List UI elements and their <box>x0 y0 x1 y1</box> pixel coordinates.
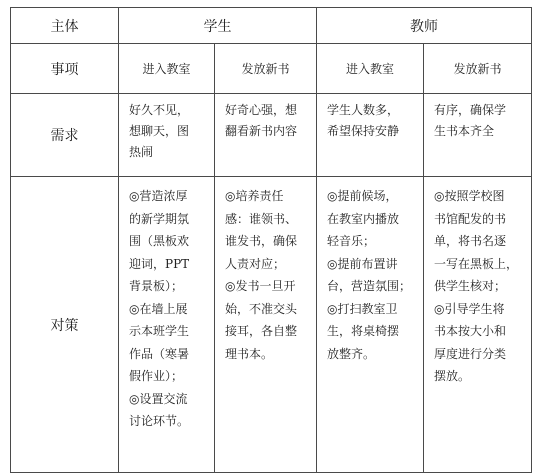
need-teacher-books <box>424 94 532 177</box>
needs-label: 需求 <box>11 94 119 177</box>
need-student-enter-text: 好久不见， 想聊天，图 热闹 <box>129 103 190 159</box>
header-subject: 主体 <box>11 8 119 44</box>
measure-student-books-text: ◎培养责任 感：谁领书、 谁发书，确保 人责对应； ◎发书一旦开 始，不准交头 接耳，各自整 理书本。 <box>225 189 298 361</box>
header-row <box>11 8 532 44</box>
need-student-enter <box>119 94 215 177</box>
needs-row <box>11 94 532 177</box>
item-teacher-books: 发放新书 <box>424 44 532 94</box>
measures-label: 对策 <box>11 177 119 473</box>
need-teacher-books-text: 有序，确保学 生书本齐全 <box>434 103 507 138</box>
need-teacher-enter-text: 学生人数多， 希望保持安静 <box>327 103 400 138</box>
header-student: 学生 <box>119 8 317 44</box>
measures-row <box>11 177 532 473</box>
need-teacher-enter <box>317 94 424 177</box>
measure-teacher-enter <box>317 177 424 473</box>
measure-student-enter <box>119 177 215 473</box>
measure-student-books <box>215 177 317 473</box>
need-student-books-text: 好奇心强，想 翻看新书内容 <box>225 103 298 138</box>
measure-student-enter-text: ◎营造浓厚 的新学期氛 围（黑板欢 迎词，PPT 背景板）； ◎在墙上展 示本班学生 作品（寒暑 假作业）； ◎设置交流 讨论环节。 <box>129 189 190 428</box>
items-row <box>11 44 532 94</box>
measure-teacher-books <box>424 177 532 473</box>
item-teacher-enter: 进入教室 <box>317 44 424 94</box>
item-student-books: 发放新书 <box>215 44 317 94</box>
measure-teacher-enter-text: ◎提前候场， 在教室内播放 轻音乐； ◎提前布置讲 台，营造氛围； ◎打扫教室卫 生，将桌椅摆 放整齐。 <box>327 189 412 361</box>
items-label: 事项 <box>11 44 119 94</box>
item-student-enter: 进入教室 <box>119 44 215 94</box>
measure-teacher-books-text: ◎按照学校图 书馆配发的书 单，将书名逐 一写在黑板上， 供学生核对； ◎引导学生将 书本按大小和 厚度进行分类 摆放。 <box>434 189 519 383</box>
need-student-books <box>215 94 317 177</box>
plan-table <box>10 7 532 473</box>
header-teacher: 教师 <box>317 8 532 44</box>
